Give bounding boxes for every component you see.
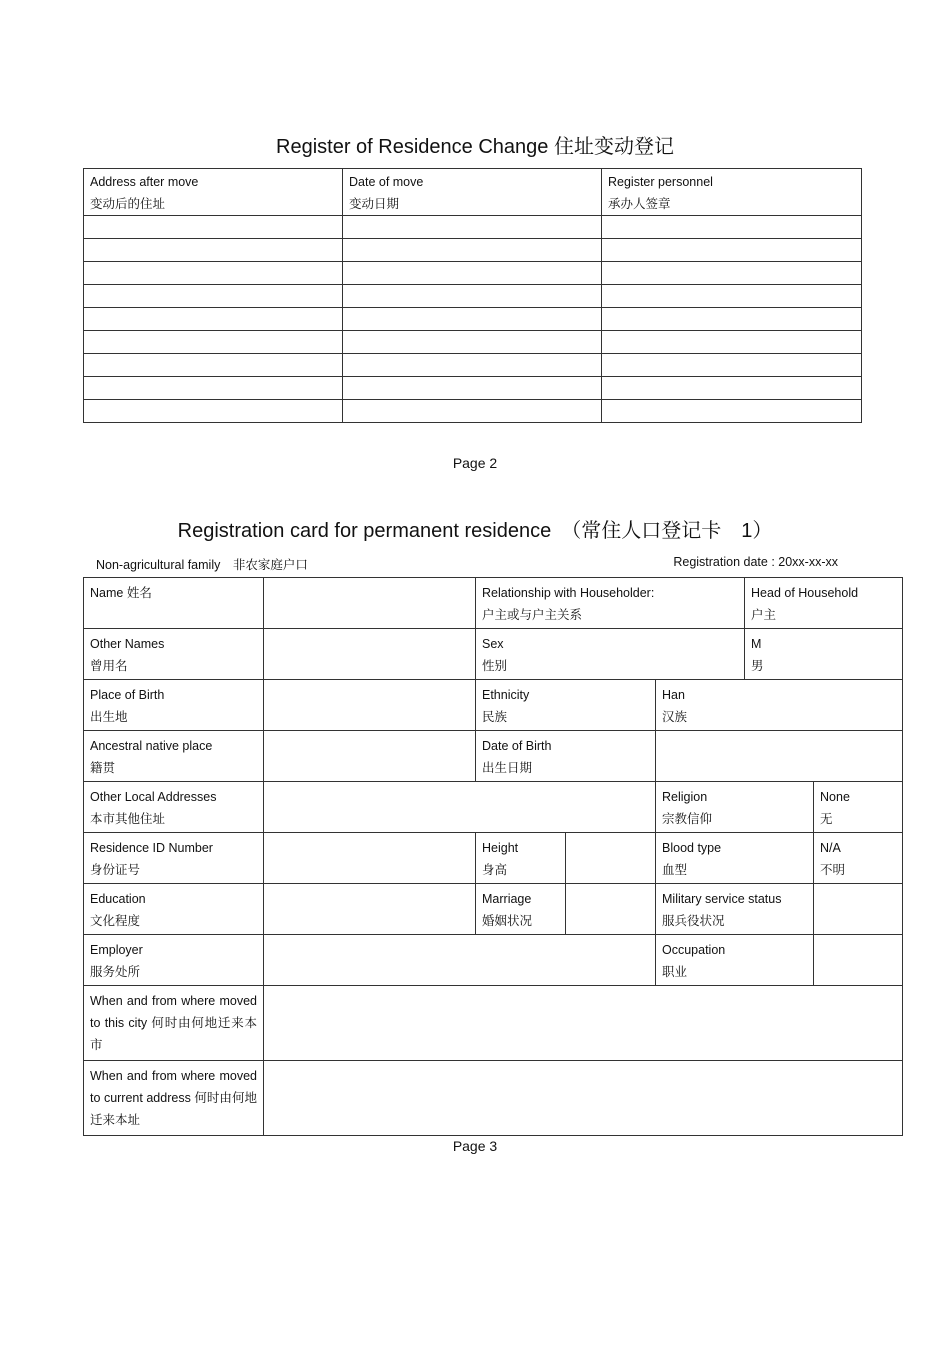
empty-cell[interactable] — [84, 400, 343, 423]
empty-cell[interactable] — [602, 239, 862, 262]
empty-cell[interactable] — [343, 331, 602, 354]
column-header-date: Date of move 变动日期 — [343, 169, 602, 216]
label-moved-to-city: When and from where moved to this city 何时由何地迁来本市 — [84, 986, 264, 1061]
label-other-names: Other Names 曾用名 — [84, 629, 264, 680]
table-row — [84, 400, 862, 423]
table-row — [84, 731, 903, 782]
registration-date: Registration date : 20xx-xx-xx — [673, 555, 838, 569]
label-moved-to-address: When and from where moved to current address 何时由何地迁来本址 — [84, 1061, 264, 1136]
table-row — [84, 578, 903, 629]
empty-cell[interactable] — [84, 262, 343, 285]
empty-cell[interactable] — [602, 377, 862, 400]
label-religion: Religion 宗教信仰 — [656, 782, 814, 833]
registration-card-table — [83, 577, 903, 1136]
empty-cell[interactable] — [84, 285, 343, 308]
label-sex: Sex 性别 — [476, 629, 745, 680]
label-relationship: Relationship with Householder: 户主或与户主关系 — [476, 578, 745, 629]
empty-cell[interactable] — [343, 216, 602, 239]
empty-cell[interactable] — [343, 285, 602, 308]
column-header-personnel: Register personnel 承办人签章 — [602, 169, 862, 216]
table-row — [84, 629, 903, 680]
table-row — [84, 986, 903, 1061]
label-height: Height 身高 — [476, 833, 566, 884]
table-row — [84, 308, 862, 331]
empty-cell[interactable] — [602, 354, 862, 377]
table-row — [84, 884, 903, 935]
table-row — [84, 285, 862, 308]
value-ethnicity: Han 汉族 — [656, 680, 903, 731]
label-military-status: Military service status 服兵役状况 — [656, 884, 814, 935]
empty-cell[interactable] — [343, 400, 602, 423]
empty-cell[interactable] — [602, 308, 862, 331]
field-height[interactable] — [566, 833, 656, 884]
empty-cell[interactable] — [343, 377, 602, 400]
table-row — [84, 1061, 903, 1136]
value-religion: None 无 — [814, 782, 903, 833]
table-row — [84, 354, 862, 377]
column-header-address: Address after move 变动后的住址 — [84, 169, 343, 216]
label-other-addresses: Other Local Addresses 本市其他住址 — [84, 782, 264, 833]
field-name[interactable] — [264, 578, 476, 629]
table-row — [84, 216, 862, 239]
table-row — [84, 377, 862, 400]
field-occupation[interactable] — [814, 935, 903, 986]
value-blood-type: N/A 不明 — [814, 833, 903, 884]
value-sex: M 男 — [745, 629, 903, 680]
page2-title: Register of Residence Change 住址变动登记 — [276, 136, 674, 158]
field-employer[interactable] — [264, 935, 656, 986]
table-row — [84, 239, 862, 262]
field-other-addresses[interactable] — [264, 782, 656, 833]
table-row — [84, 782, 903, 833]
residence-change-table — [83, 168, 862, 423]
field-place-of-birth[interactable] — [264, 680, 476, 731]
empty-cell[interactable] — [602, 400, 862, 423]
field-other-names[interactable] — [264, 629, 476, 680]
label-place-of-birth: Place of Birth 出生地 — [84, 680, 264, 731]
field-moved-to-address[interactable] — [264, 1061, 903, 1136]
empty-cell[interactable] — [602, 331, 862, 354]
value-head-of-household: Head of Household 户主 — [745, 578, 903, 629]
table-row — [84, 833, 903, 884]
empty-cell[interactable] — [602, 216, 862, 239]
label-ancestral-place: Ancestral native place 籍贯 — [84, 731, 264, 782]
empty-cell[interactable] — [602, 285, 862, 308]
field-marriage[interactable] — [566, 884, 656, 935]
field-date-of-birth[interactable] — [656, 731, 903, 782]
label-date-of-birth: Date of Birth 出生日期 — [476, 731, 656, 782]
table-row — [84, 262, 862, 285]
table-row — [84, 331, 862, 354]
empty-cell[interactable] — [84, 216, 343, 239]
label-name: Name 姓名 — [84, 578, 264, 629]
empty-cell[interactable] — [84, 377, 343, 400]
page2-number: Page 2 — [452, 455, 498, 471]
field-education[interactable] — [264, 884, 476, 935]
empty-cell[interactable] — [84, 354, 343, 377]
label-occupation: Occupation 职业 — [656, 935, 814, 986]
empty-cell[interactable] — [602, 262, 862, 285]
field-moved-to-city[interactable] — [264, 986, 903, 1061]
empty-cell[interactable] — [84, 308, 343, 331]
page3-number: Page 3 — [452, 1138, 498, 1154]
field-military-status[interactable] — [814, 884, 903, 935]
field-ancestral-place[interactable] — [264, 731, 476, 782]
empty-cell[interactable] — [343, 308, 602, 331]
empty-cell[interactable] — [343, 354, 602, 377]
table-header-row — [84, 169, 862, 216]
label-residence-id: Residence ID Number 身份证号 — [84, 833, 264, 884]
empty-cell[interactable] — [84, 331, 343, 354]
empty-cell[interactable] — [84, 239, 343, 262]
label-education: Education 文化程度 — [84, 884, 264, 935]
page3-title: Registration card for permanent residence （常住人口登记卡 1） — [177, 520, 773, 542]
label-employer: Employer 服务处所 — [84, 935, 264, 986]
family-type: Non-agricultural family 非农家庭户口 — [96, 558, 308, 572]
label-marriage: Marriage 婚姻状况 — [476, 884, 566, 935]
label-ethnicity: Ethnicity 民族 — [476, 680, 656, 731]
table-row — [84, 680, 903, 731]
empty-cell[interactable] — [343, 262, 602, 285]
label-blood-type: Blood type 血型 — [656, 833, 814, 884]
table-row — [84, 935, 903, 986]
field-residence-id[interactable] — [264, 833, 476, 884]
empty-cell[interactable] — [343, 239, 602, 262]
